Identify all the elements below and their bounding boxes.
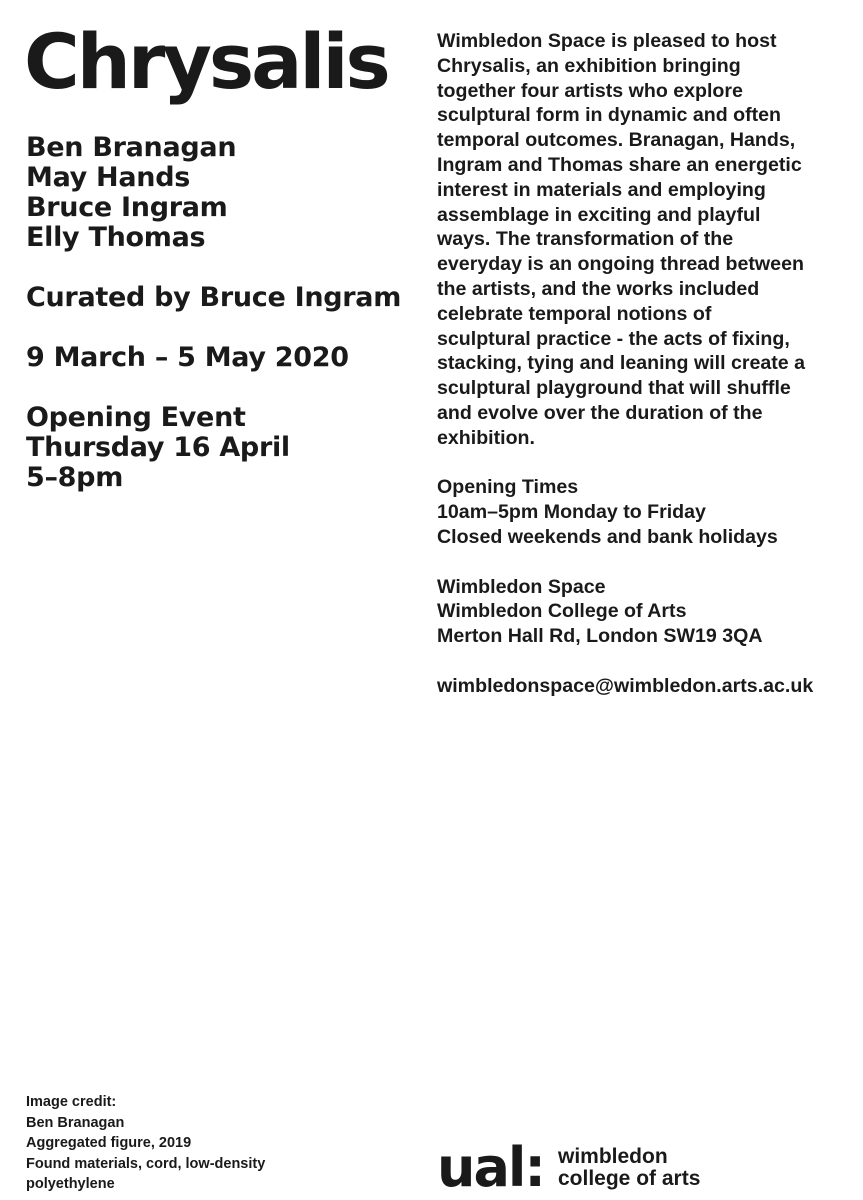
exhibition-dates: 9 March – 5 May 2020 <box>26 342 349 373</box>
opening-event-date: Thursday 16 April <box>26 432 290 463</box>
image-credit-artist: Ben Branagan <box>26 1114 125 1131</box>
opening-times-closed: Closed weekends and bank holidays <box>437 525 778 548</box>
artist-name: May Hands <box>26 162 190 193</box>
image-credit-materials: polyethylene <box>26 1176 115 1192</box>
venue-address <box>437 575 837 649</box>
description-line: stacking, tying and leaning will create a <box>437 352 806 375</box>
description-line: temporal outcomes. Branagan, Hands, <box>437 129 796 152</box>
college-name: Wimbledon College of Arts <box>437 600 687 623</box>
image-credit-label: Image credit: <box>26 1094 117 1110</box>
description-line: ways. The transformation of the <box>437 228 734 251</box>
description-line: everyday is an ongoing thread between <box>437 253 804 276</box>
exhibition-title: Chrysalis <box>24 17 388 106</box>
ual-logo-mark: ual: <box>437 1136 544 1199</box>
opening-times-heading: Opening Times <box>437 476 579 499</box>
description-line: together four artists who explore <box>437 79 743 102</box>
college-logo <box>437 1136 701 1199</box>
venue-name: Wimbledon Space <box>437 575 606 598</box>
logo-line: wimbledon <box>558 1145 668 1168</box>
artist-name: Bruce Ingram <box>26 192 228 223</box>
street-address: Merton Hall Rd, London SW19 3QA <box>437 625 763 648</box>
opening-event <box>26 403 416 493</box>
description-line: interest in materials and employing <box>437 178 766 201</box>
artist-name: Ben Branagan <box>26 132 237 163</box>
logo-line: college of arts <box>558 1167 701 1190</box>
description-line: Chrysalis, an exhibition bringing <box>437 54 741 77</box>
description-line: Ingram and Thomas share an energetic <box>437 153 802 176</box>
opening-times-weekdays: 10am–5pm Monday to Friday <box>437 501 706 524</box>
description-line: sculptural practice - the acts of fixing, <box>437 327 790 350</box>
curator-credit: Curated by Bruce Ingram <box>26 282 402 313</box>
artist-list <box>26 133 416 253</box>
description-line: the artists, and the works included <box>437 277 760 300</box>
image-credit-materials: Found materials, cord, low-density <box>26 1155 266 1172</box>
description-line: Wimbledon Space is pleased to host <box>437 30 777 52</box>
opening-times <box>437 475 837 549</box>
exhibition-details <box>437 29 837 699</box>
description-line: exhibition. <box>437 426 535 449</box>
opening-event-heading: Opening Event <box>26 402 246 433</box>
image-credit-work: Aggregated figure, 2019 <box>26 1135 192 1151</box>
contact-email: wimbledonspace@wimbledon.arts.ac.uk <box>437 674 814 697</box>
description-line: assemblage in exciting and playful <box>437 203 761 226</box>
opening-event-time: 5–8pm <box>26 462 124 493</box>
logo-wordmark <box>558 1146 700 1190</box>
description-paragraph <box>437 29 837 451</box>
description-line: and evolve over the duration of the <box>437 401 763 424</box>
description-line: sculptural form in dynamic and often <box>437 104 782 127</box>
artist-name: Elly Thomas <box>26 222 206 253</box>
description-line: sculptural playground that will shuffle <box>437 377 791 400</box>
exhibition-summary <box>26 133 416 493</box>
description-line: celebrate temporal notions of <box>437 302 712 325</box>
contact <box>437 674 837 699</box>
image-credit <box>26 1092 265 1195</box>
